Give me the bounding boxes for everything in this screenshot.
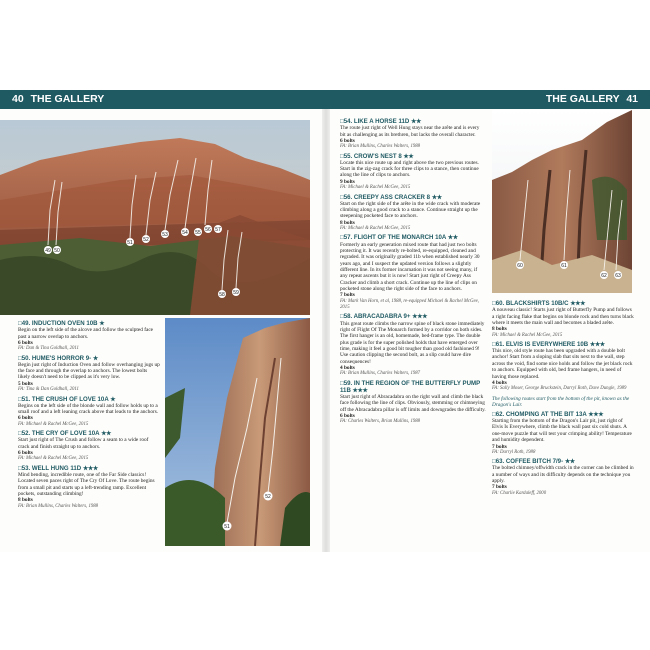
route-bolts: 6 bolts — [340, 137, 355, 144]
route-grade: 8 — [398, 152, 402, 160]
route-stars: ★★ — [411, 118, 421, 125]
svg-text:58: 58 — [219, 292, 225, 298]
route-grade: 11D — [70, 464, 82, 472]
route-stars: ★★★ — [589, 340, 605, 348]
route-first-ascent: FA: Michael & Rachel McGee, 2015 — [340, 185, 411, 191]
route-grade: 10A — [435, 234, 447, 242]
route-grade: 10A — [88, 430, 100, 438]
route-entry-60: □60. BLACKSHIRTS 10B/C ★★★ A nouveau classic! Starts just right of Butterfly Pump and follows a right facing flake that begins on blonde rock and then turns black where it meets the main wall and becomes a bladed arête. 8 bolts FA: Michael & Rachel McGee, 2015 — [492, 300, 634, 338]
route-entry-51: □51. THE CRUSH OF LOVE 10A ★ Begins on the left side of the blonde wall and follow holds up to a small roof and a left leaning crack above that leads to the anchors. 6 bolts FA: Michael & Rachel McGee, 2015 — [18, 395, 159, 427]
route-marker — [614, 271, 622, 279]
route-grade: 10A — [97, 395, 109, 403]
cliff-photo-dragons-lair — [492, 110, 632, 293]
route-marker — [142, 235, 150, 243]
route-first-ascent: FA: Brian Mullins, Charles Walters, 1988 — [340, 144, 421, 150]
route-grade: 11B — [340, 386, 351, 394]
route-stars: ★ — [92, 354, 98, 362]
left-page-title: THE GALLERY — [30, 93, 105, 105]
svg-text:50: 50 — [54, 248, 60, 254]
route-bolts: 8 bolts — [18, 497, 33, 504]
cliff-photo-wellhung — [165, 318, 310, 546]
route-grade: 13A — [575, 410, 587, 418]
route-grade: 9+ — [403, 313, 411, 321]
svg-text:63: 63 — [615, 273, 621, 279]
route-grade: 8 — [426, 193, 431, 201]
route-first-ascent: FA: Mark Van Horn, et al, 1988, re-equipped Michael & Rachel McGee, 2015 — [340, 298, 479, 311]
route-title: 54. LIKE A HORSE — [343, 118, 397, 125]
svg-text:62: 62 — [601, 273, 607, 279]
route-grade: 9- — [85, 354, 92, 362]
right-page-title: THE GALLERY — [545, 93, 620, 105]
route-stars: ★★★ — [352, 386, 368, 394]
route-first-ascent: FA: Tina & Dan Goldhall, 2011 — [18, 387, 79, 393]
route-marker — [126, 238, 134, 246]
route-title: 52. THE CRY OF LOVE — [21, 430, 87, 438]
route-description: Begin just right of Induction Oven and follow overhanging jugs up the face and through the overlap to anchors. The lowest bolts likely doesn't need to be clipped as it's very low. — [18, 361, 160, 381]
route-title: 63. COFFEE BITCH — [495, 458, 551, 466]
route-description: A nouveau classic! Starts just right of Butterfly Pump and follows a right facing flake that begins on blonde rock and then turns black where it meets the main wall and becomes a bladed arête. — [492, 307, 634, 326]
route-description: Locate this nice route up and right above the two previous routes. Start in the zig-zag crack for three clips to a stance, then continue along the line of clips to anchors. — [340, 159, 479, 179]
svg-text:54: 54 — [182, 230, 188, 236]
route-title: 60. BLACKSHIRTS — [495, 300, 550, 307]
route-first-ascent: FA: Charlie Kardaleff, 2000 — [492, 490, 547, 496]
route-marker — [194, 228, 202, 236]
route-stars: ★★ — [431, 193, 442, 201]
route-entry-59: □59. IN THE REGION OF THE BUTTERFLY PUMP 11B ★★★ Start just right of Abracadabra on the right wall and climb the black face following the line of clips. Obviously, stemming or chimneying off the Abracadabra pillar is off limits and downgrades the difficulty. 6 bolts FA: Charles Walters, Brian Mullins, 1988 — [340, 379, 486, 425]
route-first-ascent: FA: Dan & Tina Goldhall, 2011 — [18, 346, 79, 352]
route-entry-57: □57. FLIGHT OF THE MONARCH 10A ★★ Formerly an early generation mixed route that had just two bolts protecting it. It was recently re-bolted, re-equipped, cleaned and regraded. It was originally graded 11b when established nearly 30 years ago, and I suspect the updated version follows a slightly different line. In its former incarnation it was not seeing many, if any repeat ascents but it is now! Start just right of Creepy Ass Cracker and climb a short crack. Continue up the line of clips on pocketed stone along the right side of the face to anchors. 7 bolts FA: Mark Van Horn, et al, 1988, re-equipped Michael & Rachel McGee, 2015 — [340, 234, 486, 311]
route-description: Start on the right side of the arête in the wide crack with moderate climbing along a good crack to a stance. Continue straight up the steepening pocketed face to anchors. — [340, 200, 481, 220]
route-description: Start just right of Abracadabra on the right wall and climb the black face following the line of clips. Obviously, stemming or chimneying off the Abracadabra pillar is off limits and downgrades the difficulty. — [340, 394, 486, 413]
route-description: This nice, old style route has been upgraded with a double bolt anchor! Start from a sloping slab that sits next to the wall, step across the void, find some nice holds and follow the jet black rock to anchors. Equipped with old, bed frame hangers, in need of having those replaced. — [492, 348, 633, 380]
route-title: 51. THE CRUSH OF LOVE — [21, 395, 96, 403]
route-first-ascent: FA: Brian Mullins, Charles Walters, 1987 — [340, 371, 421, 377]
route-marker — [264, 492, 273, 501]
route-marker — [161, 230, 169, 238]
route-marker — [53, 246, 61, 254]
route-stars: ★ — [110, 395, 116, 403]
route-stars: ★ — [99, 320, 105, 327]
route-stars: ★★★ — [570, 300, 586, 307]
route-bolts: 9 bolts — [340, 178, 355, 185]
route-bolts: 7 bolts — [492, 443, 507, 450]
route-entry-55: □55. CROW'S NEST 8 ★★ Locate this nice route up and right above the two previous routes. Start in the zig-zag crack for three clips to a stance, then continue along the line of clips to anchors. 9 bolts FA: Michael & Rachel McGee, 2015 — [340, 153, 486, 192]
route-entry-53: □53. WELL HUNG 11D ★★★ Mind bending, incredible route, one of the Far Side classics! Located seven paces right of The Cry Of Love. The route begins from a small pit and starts up a left-trending ramp. Excellent pockets, outstanding climbing! 8 bolts FA: Brian Mullins, Charles Walters, 1988 — [18, 465, 160, 510]
route-bolts: 7 bolts — [340, 292, 355, 299]
route-bolts: 8 bolts — [492, 326, 507, 333]
route-bolts: 6 bolts — [18, 449, 33, 456]
route-description: The bolted chimney/offwidth crack in the corner can be climbed in a number of ways and its difficulty depends on the technique you apply. — [492, 465, 634, 485]
route-list-middle — [340, 118, 486, 428]
route-title: 55. CROW'S NEST — [343, 152, 397, 160]
route-bolts: 8 bolts — [340, 219, 355, 226]
route-stars: ★★★ — [412, 313, 428, 321]
route-title: 49. INDUCTION OVEN — [21, 320, 85, 327]
svg-text:60: 60 — [517, 263, 523, 269]
route-grade: 10B/C — [551, 300, 569, 307]
route-bolts: 6 bolts — [18, 415, 33, 422]
route-marker — [44, 246, 52, 254]
svg-text:56: 56 — [205, 227, 211, 233]
route-stars: ★★★ — [588, 410, 604, 418]
route-title: 50. HUME'S HORROR — [21, 354, 85, 362]
guidebook-spread — [0, 90, 650, 552]
route-entry-61: □61. ELVIS IS EVERYWHERE 10B ★★★ This nice, old style route has been upgraded with a double bolt anchor! Start from a sloping slab that sits next to the wall, step across the void, find some nice holds and follow the jet black rock to anchors. Equipped with old, bed frame hangers, in need of having those replaced. 4 bolts FA: Sally Moser, George Bruckstein, Darryl Roth, Dave Dungle, 1989 — [492, 340, 633, 392]
route-grade: 7/9- — [552, 458, 564, 466]
svg-text:49: 49 — [45, 248, 51, 254]
route-first-ascent: FA: Michael & Rachel McGee, 2015 — [18, 421, 89, 427]
route-stars: ★★★ — [82, 464, 98, 472]
route-stars: ★★ — [101, 430, 111, 438]
route-description: Formerly an early generation mixed route that had just two bolts protecting it. It was recently re-bolted, re-equipped, cleaned and regraded. It was originally graded 11b when established nearly 30 years ago, and I suspect the updated version follows a slightly different line. In its former incarnation it was not seeing many, if any repeat ascents but it is now! Start just right of Creepy Ass Cracker and climb a short crack. Continue up the line of clips on pocketed stone along the right side of the face to anchors. — [340, 241, 480, 293]
route-title: 59. IN THE REGION OF THE BUTTERFLY PUMP — [343, 379, 481, 387]
route-bolts: 7 bolts — [492, 484, 507, 491]
svg-text:51: 51 — [127, 240, 133, 246]
route-first-ascent: FA: Michael & Rachel McGee, 2015 — [18, 456, 89, 462]
route-entry-54: □54. LIKE A HORSE 11D ★★ The route just right of Well Hung stays near the arête and is every bit as challenging as its brethren, but lacks the overall character. 6 bolts FA: Brian Mullins, Charles Walters, 1988 — [340, 118, 486, 151]
route-marker — [600, 271, 608, 279]
route-marker — [516, 261, 524, 269]
route-first-ascent: FA: Brian Mullins, Charles Walters, 1988 — [18, 503, 99, 509]
route-marker — [214, 225, 222, 233]
route-marker — [181, 228, 189, 236]
route-grade: 11D — [398, 118, 410, 125]
route-marker — [223, 522, 232, 531]
route-entry-49: □49. INDUCTION OVEN 10B ★ Begin on the left side of the alcove and follow the sculpted face past a narrow overlap to anchors. 6 bolts FA: Dan & Tina Goldhall, 2011 — [18, 320, 160, 353]
svg-text:52: 52 — [265, 494, 271, 500]
route-first-ascent: FA: Charles Walters, Brian Mullins, 1988 — [340, 419, 421, 425]
svg-text:59: 59 — [233, 290, 239, 296]
svg-text:53: 53 — [162, 232, 168, 238]
route-stars: ★★ — [564, 458, 575, 466]
svg-text:52: 52 — [143, 237, 149, 243]
page-gutter — [322, 109, 330, 552]
left-page-number: 40 — [12, 93, 24, 105]
route-description: Begin on the left side of the alcove and follow the sculpted face past a narrow overlap to anchors. — [18, 327, 154, 340]
route-description: Starting from the bottom of the Dragon's Lair pit, just right of Elvis Is Everywhere, climb the black wall past six cold shuts. A one-move puzzle that will test your crimping ability! Temperature and humidity dependent. — [492, 418, 632, 444]
route-entry-52: □52. THE CRY OF LOVE 10A ★★ Start just right of The Crush and follow a seam to a wide roof crack and finish straight up to anchors. 6 bolts FA: Michael & Rachel McGee, 2015 — [18, 430, 160, 463]
svg-text:61: 61 — [561, 263, 567, 269]
route-entry-62: □62. CHOMPING AT THE BIT 13A ★★★ Starting from the bottom of the Dragon's Lair pit, just right of Elvis Is Everywhere, climb the black wall past six cold shuts. A one-move puzzle that will test your crimping ability! Temperature and humidity dependent. 7 bolts FA: Darryl Roth, 1988 — [492, 411, 634, 456]
dragons-lair-note: The following routes start from the bottom of the pit, known as the Dragon's Lair. — [492, 395, 630, 408]
route-bolts: 6 bolts — [18, 339, 33, 346]
route-title: 57. FLIGHT OF THE MONARCH — [343, 234, 434, 242]
route-description: Start just right of The Crush and follow a seam to a wide roof crack and finish straight up to anchors. — [18, 437, 149, 450]
route-grade: 10B — [86, 320, 98, 327]
route-marker — [560, 261, 568, 269]
route-description: Mind bending, incredible route, one of the Far Side classics! Located seven paces right of The Cry Of Love. The route begins from a small pit and starts up a left-trending ramp. Excellent pockets, outstanding climbing! — [18, 471, 155, 497]
svg-text:51: 51 — [224, 524, 230, 530]
route-bolts: 4 bolts — [340, 365, 355, 372]
route-list-left — [18, 320, 160, 512]
route-entry-56: □56. CREEPY ASS CRACKER 8 ★★ Start on the right side of the arête in the wide crack with moderate climbing along a good crack to a stance. Continue straight up the steepening pocketed face to anchors. 8 bolts FA: Michael & Rachel McGee, 2015 — [340, 194, 486, 233]
right-page-number: 41 — [626, 93, 638, 105]
route-entry-58: □58. ABRACADABRA 9+ ★★★ This great route climbs the narrow spine of black stone immediately right of Flight Of The Monarch formed by a corridor on both sides. The first hanger is an old, homemade, bed-frame type. The double plus grade is for the super polished holds that have emerged over time, making it feel a good bit tougher than good old fashioned 9! Use caution clipping the second bolt, as a slip could have dire consequences! 4 bolts FA: Brian Mullins, Charles Walters, 1987 — [340, 313, 485, 377]
svg-text:55: 55 — [195, 230, 201, 236]
route-marker — [204, 225, 212, 233]
route-title: 61. ELVIS IS EVERYWHERE — [495, 340, 576, 348]
route-bolts: 4 bolts — [492, 379, 507, 386]
route-title: 62. CHOMPING AT THE BIT — [495, 410, 574, 418]
route-description: Begins on the left side of the blonde wall and follow holds up to a small roof and a left leaning crack above that leads to the anchors. — [18, 402, 159, 416]
page-header-bar — [0, 90, 650, 109]
route-bolts: 6 bolts — [340, 413, 355, 420]
cliff-photo-overview — [0, 120, 310, 315]
route-first-ascent: FA: Darryl Roth, 1988 — [492, 449, 536, 455]
route-first-ascent: FA: Michael & Rachel McGee, 2015 — [492, 332, 563, 338]
route-stars: ★★ — [403, 152, 414, 160]
route-first-ascent: FA: Michael & Rachel McGee, 2015 — [340, 226, 411, 232]
route-title: 58. ABRACADABRA — [343, 313, 402, 321]
route-first-ascent: FA: Sally Moser, George Bruckstein, Darryl Roth, Dave Dungle, 1989 — [492, 386, 627, 392]
route-title: 53. WELL HUNG — [21, 464, 69, 472]
route-marker — [218, 290, 226, 298]
route-entry-50: □50. HUME'S HORROR 9- ★ Begin just right of Induction Oven and follow overhanging jugs up the face and through the overlap to anchors. The lowest bolts likely doesn't need to be clipped as it's very low. 5 bolts FA: Tina & Dan Goldhall, 2011 — [18, 354, 160, 393]
route-entry-63: □63. COFFEE BITCH 7/9- ★★ The bolted chimney/offwidth crack in the corner can be climbed in a number of ways and its difficulty depends on the technique you apply. 7 bolts FA: Charlie Kardaleff, 2000 — [492, 458, 634, 496]
route-list-right — [492, 300, 634, 499]
route-description: The route just right of Well Hung stays near the arête and is every bit as challenging as its brethren, but lacks the overall character. — [340, 125, 480, 138]
route-bolts: 5 bolts — [18, 380, 33, 387]
route-grade: 10B — [576, 340, 589, 348]
route-title: 56. CREEPY ASS CRACKER — [343, 193, 425, 201]
route-description: This great route climbs the narrow spine of black stone immediately right of Flight Of The Monarch formed by a corridor on both sides. The first hanger is an old, homemade, bed-frame type. The double plus grade is for the super polished holds that have emerged over time, making it feel a good bit tougher than good old fashioned 9! Use caution clipping the second bolt, as a slip could have dire consequences! — [340, 320, 485, 365]
svg-text:57: 57 — [215, 227, 221, 233]
route-stars: ★★ — [447, 234, 458, 242]
route-marker — [232, 288, 240, 296]
